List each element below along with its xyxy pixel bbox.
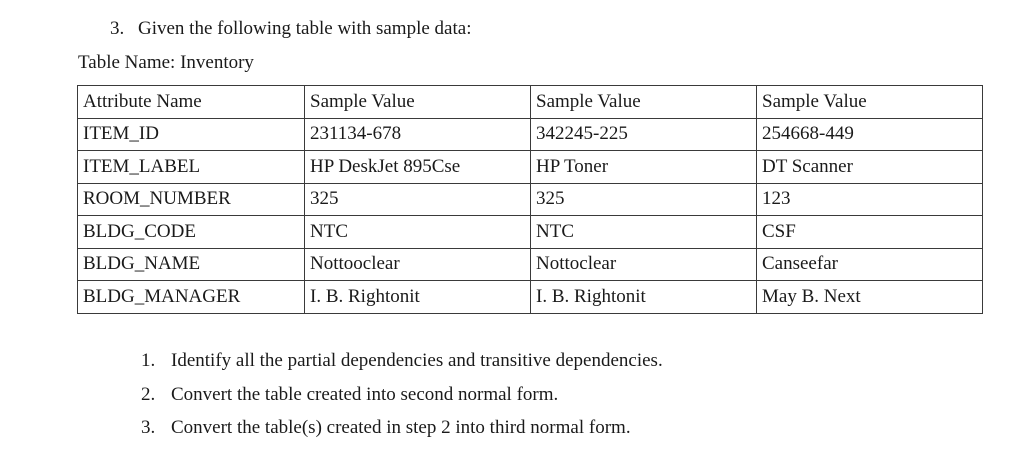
header-cell: Sample Value — [757, 86, 983, 119]
table-row — [78, 216, 983, 249]
table-cell: ROOM_NUMBER — [78, 183, 305, 216]
table-cell: Canseefar — [757, 248, 983, 281]
table-cell: DT Scanner — [757, 151, 983, 184]
table-row — [78, 183, 983, 216]
steps-list — [141, 344, 663, 445]
table-header-row — [78, 86, 983, 119]
table-cell: ITEM_ID — [78, 118, 305, 151]
table-cell: NTC — [305, 216, 531, 249]
list-item — [141, 344, 663, 378]
header-cell: Attribute Name — [78, 86, 305, 119]
table-cell: ITEM_LABEL — [78, 151, 305, 184]
question-text: Given the following table with sample data: — [138, 18, 472, 39]
question-number: 3. — [110, 18, 125, 39]
table-cell: I. B. Rightonit — [305, 281, 531, 314]
table-cell: 325 — [531, 183, 757, 216]
table-cell: I. B. Rightonit — [531, 281, 757, 314]
step-number: 1. — [141, 350, 156, 371]
list-item — [141, 411, 663, 445]
question-heading — [110, 16, 471, 42]
table-name-label: Table Name: Inventory — [78, 52, 254, 73]
table-row — [78, 151, 983, 184]
table-cell: BLDG_NAME — [78, 248, 305, 281]
header-cell: Sample Value — [531, 86, 757, 119]
table-cell: NTC — [531, 216, 757, 249]
table-row — [78, 118, 983, 151]
inventory-table — [77, 85, 983, 314]
step-text: Identify all the partial dependencies and transitive dependencies. — [171, 350, 663, 371]
table-row — [78, 281, 983, 314]
table-cell: 123 — [757, 183, 983, 216]
table-cell: HP DeskJet 895Cse — [305, 151, 531, 184]
table-cell: 254668-449 — [757, 118, 983, 151]
step-number: 3. — [141, 417, 156, 438]
step-text: Convert the table created into second normal form. — [171, 383, 559, 405]
table-cell: May B. Next — [757, 281, 983, 314]
table-cell: 231134-678 — [305, 118, 531, 151]
table-cell: BLDG_CODE — [78, 216, 305, 249]
table-cell: CSF — [757, 216, 983, 249]
step-text: Convert the table(s) created in step 2 into third normal form. — [171, 417, 631, 438]
table-row — [78, 248, 983, 281]
table-cell: HP Toner — [531, 151, 757, 184]
table-cell: Nottooclear — [305, 248, 531, 281]
list-item — [141, 378, 663, 412]
step-number: 2. — [141, 383, 156, 405]
header-cell: Sample Value — [305, 86, 531, 119]
table-cell: BLDG_MANAGER — [78, 281, 305, 314]
table-cell: 342245-225 — [531, 118, 757, 151]
table-cell: 325 — [305, 183, 531, 216]
table-cell: Nottoclear — [531, 248, 757, 281]
